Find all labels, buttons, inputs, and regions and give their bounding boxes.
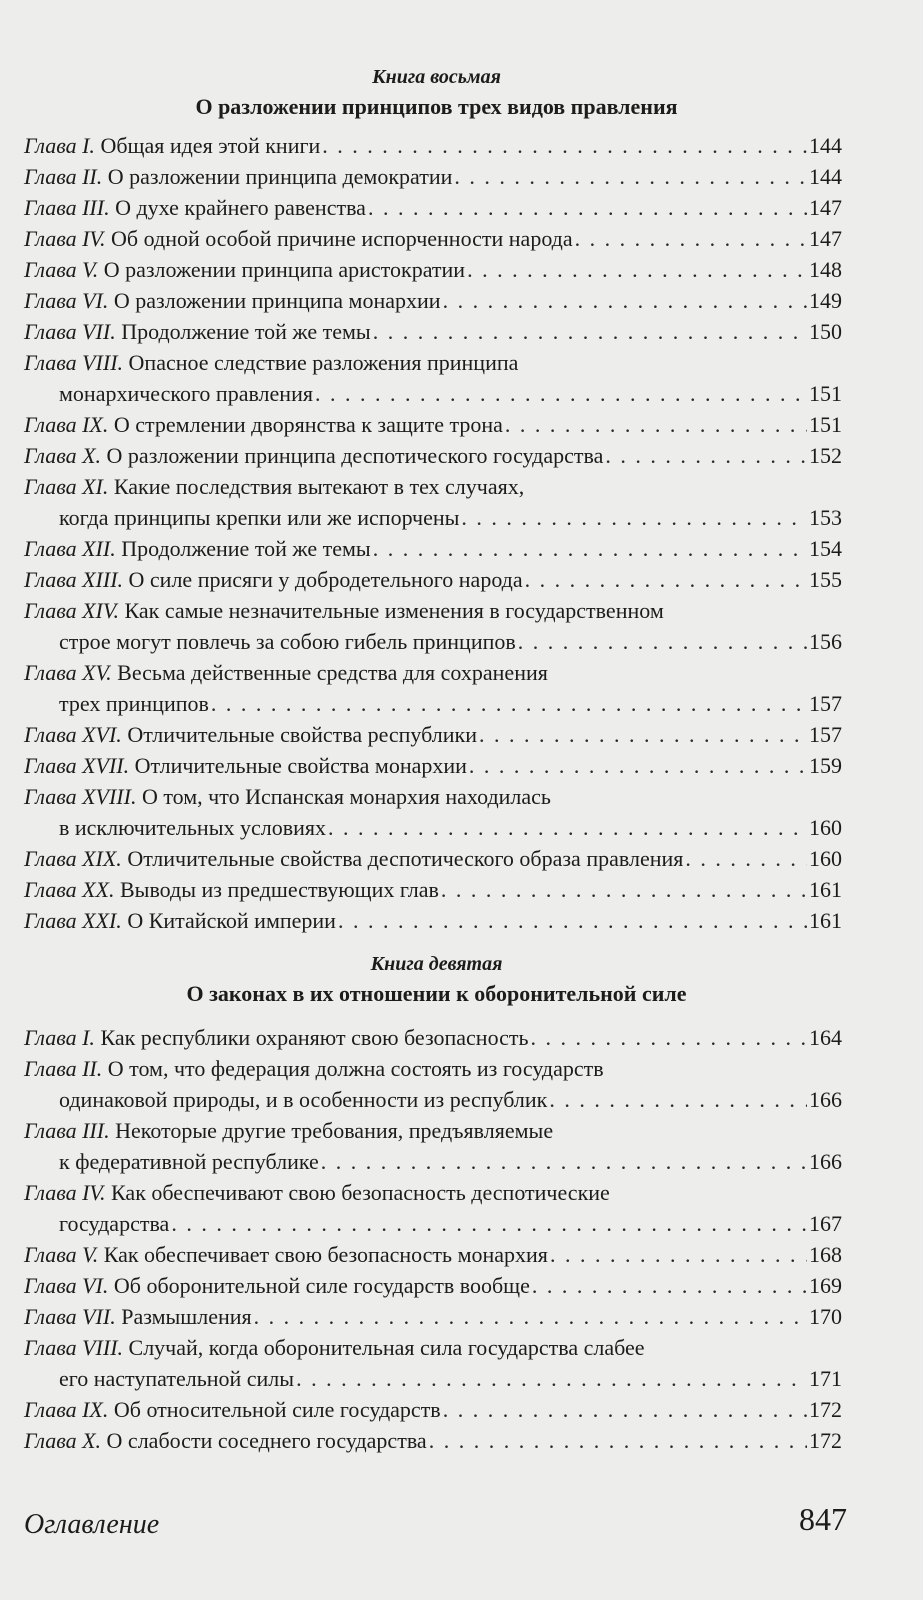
chapter-title: Какие последствия вытекают в тех случаях,: [113, 474, 525, 499]
page-number: 168: [809, 1242, 842, 1267]
dot-leader: [575, 223, 807, 254]
chapter-label: Глава IV.: [24, 226, 106, 251]
chapter-label: Глава I.: [24, 1025, 95, 1050]
chapter-label: Глава XV.: [24, 660, 112, 685]
dot-leader: [505, 409, 807, 440]
page-number: 150: [809, 319, 842, 344]
toc-entry-8-18: [24, 781, 842, 843]
chapter-title-cont: в исключительных условиях: [59, 815, 326, 840]
toc-entry-8-14: [24, 595, 842, 657]
chapter-label: Глава VI.: [24, 1273, 109, 1298]
dot-leader: [467, 254, 807, 285]
page-number: 166: [809, 1087, 842, 1112]
chapter-label: Глава X.: [24, 1428, 102, 1453]
chapter-title: О духе крайнего равенства: [115, 195, 366, 220]
page-number: 167: [809, 1211, 842, 1236]
dot-leader: [443, 1394, 807, 1425]
dot-leader: [171, 1208, 807, 1239]
dot-leader: [211, 688, 807, 719]
chapter-title: Весьма действенные средства для сохранения: [117, 660, 548, 685]
chapter-title: Как республики охраняют свою безопасность: [100, 1025, 529, 1050]
chapter-label: Глава X.: [24, 443, 102, 468]
page-number: 152: [809, 443, 842, 468]
chapter-title-cont: государства: [59, 1211, 170, 1236]
chapter-label: Глава VII.: [24, 1304, 116, 1329]
chapter-title: О разложении принципа монархии: [113, 288, 441, 313]
page-number: 154: [809, 536, 842, 561]
chapter-title: О разложении принципа аристократии: [103, 257, 466, 282]
chapter-label: Глава I.: [24, 133, 95, 158]
chapter-title: Как самые незначительные изменения в государственном: [124, 598, 664, 623]
page-number: 148: [809, 257, 842, 282]
toc-entry-8-12: [24, 533, 842, 564]
chapter-title: Опасное следствие разложения принципа: [128, 350, 519, 375]
folio-page-number: 847: [799, 1501, 847, 1537]
chapter-title: О силе присяги у добродетельного народа: [128, 567, 523, 592]
chapter-label: Глава V.: [24, 257, 99, 282]
page-number: 147: [809, 226, 842, 251]
dot-leader: [321, 1146, 807, 1177]
page-number: 171: [809, 1366, 842, 1391]
dot-leader: [531, 1022, 807, 1053]
toc-entry-9-5: [24, 1239, 842, 1270]
chapter-label: Глава V.: [24, 1242, 99, 1267]
chapter-title: О разложении принципа деспотического государства: [106, 443, 604, 468]
chapter-title: Общая идея этой книги: [100, 133, 321, 158]
chapter-title-cont: к федеративной республике: [59, 1149, 319, 1174]
chapter-label: Глава IV.: [24, 1180, 106, 1205]
dot-leader: [454, 161, 807, 192]
book-subtitle: О разложении принципов трех видов правления: [195, 94, 678, 119]
dot-leader: [296, 1363, 807, 1394]
chapter-title: Отличительные свойства деспотического образа правления: [127, 846, 684, 871]
chapter-title: Некоторые другие требования, предъявляемые: [115, 1118, 554, 1143]
chapter-label: Глава XXI.: [24, 908, 122, 933]
page-number: 169: [809, 1273, 842, 1298]
chapter-title-cont: когда принципы крепки или же испорчены: [59, 505, 460, 530]
page-number: 151: [809, 381, 842, 406]
toc-entry-9-9: [24, 1394, 842, 1425]
dot-leader: [549, 1084, 807, 1115]
dot-leader: [328, 812, 807, 843]
dot-leader: [685, 843, 807, 874]
chapter-label: Глава XVII.: [24, 753, 130, 778]
page-number: 161: [809, 908, 842, 933]
toc-entry-9-7: [24, 1301, 842, 1332]
toc-entry-8-9: [24, 409, 842, 440]
page-number: 172: [809, 1428, 842, 1453]
toc-entry-8-6: [24, 285, 842, 316]
page-number: 160: [809, 815, 842, 840]
chapter-title: Об оборонительной силе государств вообще: [113, 1273, 530, 1298]
chapter-label: Глава XIV.: [24, 598, 119, 623]
page-number: 160: [809, 846, 842, 871]
page-number: 161: [809, 877, 842, 902]
toc-entry-8-11: [24, 471, 842, 533]
chapter-title: О Китайской империи: [127, 908, 336, 933]
page-number: 156: [809, 629, 842, 654]
page-number: 144: [809, 164, 842, 189]
page-number: 149: [809, 288, 842, 313]
page-number: 147: [809, 195, 842, 220]
chapter-title-cont: одинаковой природы, и в особенности из республик: [59, 1087, 548, 1112]
chapter-label: Глава XVI.: [24, 722, 122, 747]
toc-entry-8-17: [24, 750, 842, 781]
dot-leader: [322, 130, 807, 161]
chapter-label: Глава VI.: [24, 288, 109, 313]
chapter-label: Глава XIX.: [24, 846, 122, 871]
chapter-label: Глава IX.: [24, 1397, 109, 1422]
toc-entry-9-1: [24, 1022, 842, 1053]
chapter-label: Глава VIII.: [24, 1335, 124, 1360]
dot-leader: [429, 1425, 807, 1456]
chapter-title: Выводы из предшествующих глав: [119, 877, 439, 902]
page-number: 157: [809, 722, 842, 747]
toc-entry-9-8: [24, 1332, 842, 1394]
toc-entry-8-15: [24, 657, 842, 719]
chapter-label: Глава VIII.: [24, 350, 124, 375]
page-number: 144: [809, 133, 842, 158]
page-number: 170: [809, 1304, 842, 1329]
chapter-title: О слабости соседнего государства: [106, 1428, 427, 1453]
running-footer-section: Оглавление: [24, 1509, 160, 1540]
dot-leader: [550, 1239, 807, 1270]
dot-leader: [254, 1301, 807, 1332]
dot-leader: [368, 192, 807, 223]
toc-entry-8-4: [24, 223, 842, 254]
chapter-label: Глава XI.: [24, 474, 109, 499]
chapter-title-cont: строе могут повлечь за собою гибель принципов: [59, 629, 516, 654]
book-subtitle: О законах в их отношении к оборонительной силе: [186, 981, 687, 1006]
chapter-title-cont: трех принципов: [59, 691, 209, 716]
dot-leader: [338, 905, 807, 936]
chapter-title: О том, что Испанская монархия находилась: [141, 784, 551, 809]
chapter-title: Продолжение той же темы: [121, 536, 371, 561]
chapter-label: Глава IX.: [24, 412, 109, 437]
toc-entry-8-21: [24, 905, 842, 936]
chapter-title: Как обеспечивает свою безопасность монархия: [103, 1242, 548, 1267]
dot-leader: [441, 874, 807, 905]
book-title: Книга девятая: [370, 953, 503, 975]
dot-leader: [373, 533, 807, 564]
chapter-title-cont: монархического правления: [59, 381, 313, 406]
chapter-title-cont: его наступательной силы: [59, 1366, 295, 1391]
toc-entry-9-3: [24, 1115, 842, 1177]
page-number: 172: [809, 1397, 842, 1422]
toc-entry-8-13: [24, 564, 842, 595]
page-number: 164: [809, 1025, 842, 1050]
chapter-label: Глава XII.: [24, 536, 116, 561]
dot-leader: [605, 440, 807, 471]
chapter-title: О том, что федерация должна состоять из государств: [107, 1056, 604, 1081]
toc-entry-8-10: [24, 440, 842, 471]
chapter-title: Отличительные свойства монархии: [134, 753, 467, 778]
chapter-title: Размышления: [121, 1304, 252, 1329]
chapter-label: Глава II.: [24, 1056, 103, 1081]
toc-entry-8-20: [24, 874, 842, 905]
chapter-label: Глава XVIII.: [24, 784, 137, 809]
toc-entry-8-5: [24, 254, 842, 285]
dot-leader: [479, 719, 807, 750]
chapter-label: Глава XIII.: [24, 567, 124, 592]
chapter-label: Глава XX.: [24, 877, 115, 902]
page-number: 159: [809, 753, 842, 778]
chapter-title: Об относительной силе государств: [113, 1397, 441, 1422]
toc-entry-9-6: [24, 1270, 842, 1301]
toc-entry-8-3: [24, 192, 842, 223]
dot-leader: [443, 285, 807, 316]
toc-entry-8-19: [24, 843, 842, 874]
dot-leader: [373, 316, 807, 347]
toc-entry-8-16: [24, 719, 842, 750]
page-number: 166: [809, 1149, 842, 1174]
page-number: 155: [809, 567, 842, 592]
page-number: 151: [809, 412, 842, 437]
dot-leader: [315, 378, 807, 409]
chapter-title: Как обеспечивают свою безопасность деспотические: [111, 1180, 610, 1205]
chapter-title: О стремлении дворянства к защите трона: [113, 412, 503, 437]
chapter-label: Глава III.: [24, 1118, 110, 1143]
dot-leader: [518, 626, 807, 657]
toc-entry-9-10: [24, 1425, 842, 1456]
dot-leader: [461, 502, 807, 533]
toc-entry-8-7: [24, 316, 842, 347]
chapter-label: Глава VII.: [24, 319, 116, 344]
chapter-title: Отличительные свойства республики: [127, 722, 478, 747]
chapter-title: О разложении принципа демократии: [107, 164, 453, 189]
dot-leader: [532, 1270, 807, 1301]
toc-entry-9-2: [24, 1053, 842, 1115]
toc-entry-8-8: [24, 347, 842, 409]
chapter-title: Случай, когда оборонительная сила государства слабее: [128, 1335, 645, 1360]
dot-leader: [469, 750, 807, 781]
page-number: 153: [809, 505, 842, 530]
toc-entry-9-4: [24, 1177, 842, 1239]
book-title: Книга восьмая: [372, 66, 501, 88]
chapter-label: Глава II.: [24, 164, 103, 189]
toc-entry-8-2: [24, 161, 842, 192]
chapter-label: Глава III.: [24, 195, 110, 220]
chapter-title: Об одной особой причине испорченности народа: [111, 226, 573, 251]
page-number: 157: [809, 691, 842, 716]
chapter-title: Продолжение той же темы: [121, 319, 371, 344]
dot-leader: [525, 564, 807, 595]
toc-entry-8-1: [24, 130, 842, 161]
